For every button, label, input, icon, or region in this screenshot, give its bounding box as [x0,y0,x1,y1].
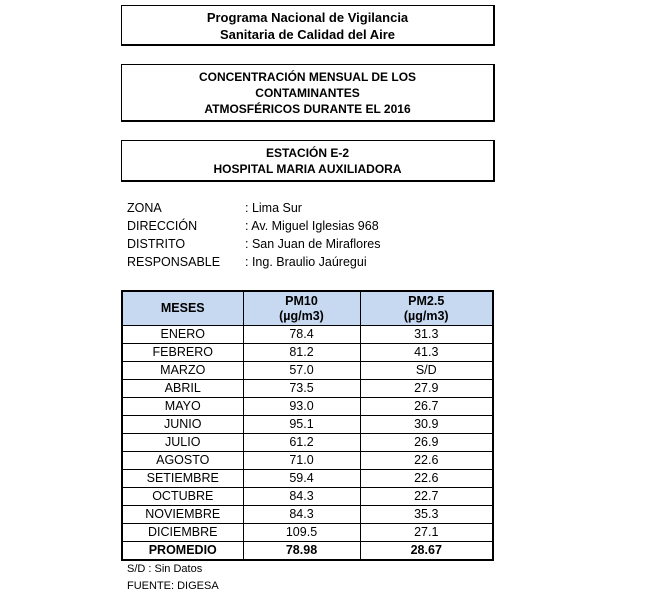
info-value-distrito: : San Juan de Miraflores [245,237,381,251]
cell-pm10: 71.0 [243,452,360,470]
cell-pm10: 59.4 [243,470,360,488]
program-title-line2: Sanitaria de Calidad del Aire [219,27,396,42]
report-title-line2: CONTAMINANTES [255,86,360,100]
note-sin-datos: S/D : Sin Datos [127,563,203,575]
table-row [122,506,493,524]
info-label-zona: ZONA [127,201,162,215]
cell-month: JULIO [122,434,243,452]
cell-pm25: 22.7 [360,488,493,506]
cell-month: OCTUBRE [122,488,243,506]
cell-month: MARZO [122,362,243,380]
average-row [122,542,493,561]
cell-month: FEBRERO [122,344,243,362]
table-row [122,470,493,488]
header-pm10 [243,291,360,326]
cell-pm10: 84.3 [243,506,360,524]
header-pm25 [360,291,493,326]
cell-pm10: 84.3 [243,488,360,506]
report-title-line1: CONCENTRACIÓN MENSUAL DE LOS [198,70,417,84]
table-row [122,398,493,416]
station-box [121,140,495,182]
note-source: FUENTE: DIGESA [127,580,219,592]
table-row [122,380,493,398]
cell-pm25: 22.6 [360,452,493,470]
table-row [122,434,493,452]
table-row [122,524,493,542]
table-row [122,344,493,362]
table-header-row [122,291,493,326]
header-months-label: MESES [160,301,205,315]
cell-month: NOVIEMBRE [122,506,243,524]
header-pm25-label: PM2.5 [408,293,445,308]
average-label: PROMEDIO [122,542,243,561]
cell-pm10: 93.0 [243,398,360,416]
cell-pm25: 27.1 [360,524,493,542]
info-value-direccion: : Av. Miguel Iglesias 968 [245,219,379,233]
cell-pm25: 27.9 [360,380,493,398]
info-value-responsable: : Ing. Braulio Jaúregui [245,255,367,269]
cell-month: ENERO [122,326,243,344]
station-code: ESTACIÓN E-2 [265,146,350,160]
report-title-line3: ATMOSFÉRICOS DURANTE EL 2016 [204,102,411,116]
pollutant-table [121,290,494,561]
cell-pm25: 30.9 [360,416,493,434]
table-row [122,326,493,344]
cell-pm25: S/D [360,362,493,380]
table-row [122,488,493,506]
header-pm10-label: PM10 [285,293,318,308]
cell-pm10: 95.1 [243,416,360,434]
cell-month: DICIEMBRE [122,524,243,542]
cell-month: AGOSTO [122,452,243,470]
cell-month: SETIEMBRE [122,470,243,488]
cell-pm25: 26.7 [360,398,493,416]
info-label-responsable: RESPONSABLE [127,255,221,269]
cell-pm10: 78.4 [243,326,360,344]
table-row [122,416,493,434]
report-title-box [121,64,495,122]
cell-pm10: 61.2 [243,434,360,452]
program-title-line1: Programa Nacional de Vigilancia [206,10,409,25]
cell-month: ABRIL [122,380,243,398]
cell-pm25: 31.3 [360,326,493,344]
cell-pm25: 41.3 [360,344,493,362]
cell-month: JUNIO [122,416,243,434]
info-value-zona: : Lima Sur [245,201,302,215]
header-pm25-unit: (µg/m3) [403,308,449,323]
table-body [122,326,493,542]
header-pm10-unit: (µg/m3) [279,308,324,323]
average-pm10: 78.98 [243,542,360,561]
header-months [122,291,243,326]
table-row [122,452,493,470]
cell-pm25: 22.6 [360,470,493,488]
cell-pm10: 109.5 [243,524,360,542]
info-label-distrito: DISTRITO [127,237,186,251]
cell-pm10: 81.2 [243,344,360,362]
cell-pm10: 73.5 [243,380,360,398]
cell-pm10: 57.0 [243,362,360,380]
station-name: HOSPITAL MARIA AUXILIADORA [213,162,402,176]
program-header-box [121,5,495,46]
cell-pm25: 26.9 [360,434,493,452]
cell-month: MAYO [122,398,243,416]
average-pm25: 28.67 [360,542,493,561]
cell-pm25: 35.3 [360,506,493,524]
info-label-direccion: DIRECCIÓN [127,219,198,233]
table-row [122,362,493,380]
